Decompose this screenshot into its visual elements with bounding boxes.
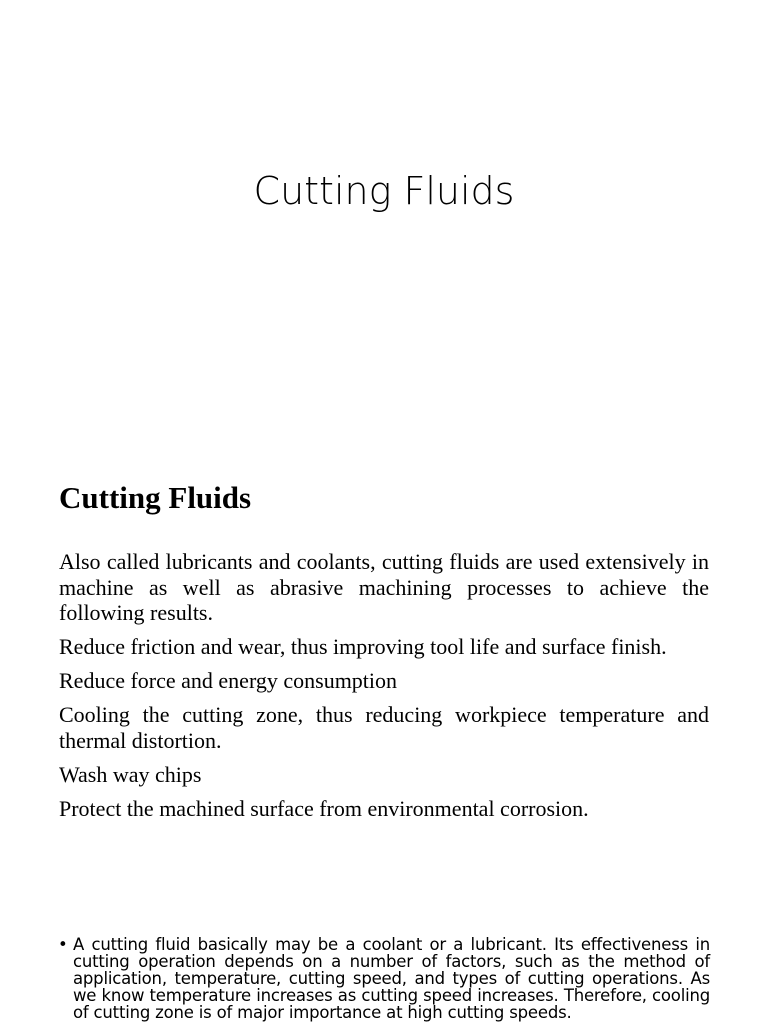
result-paragraph: Wash way chips bbox=[59, 761, 202, 787]
bullet-marker: • bbox=[58, 935, 68, 954]
bullet-list bbox=[58, 936, 710, 1021]
result-paragraph: Reduce force and energy consumption bbox=[59, 668, 398, 693]
title-slide bbox=[0, 0, 768, 430]
bullet-item bbox=[58, 936, 710, 1021]
bullet-text: A cutting fluid basically may be a coolant or a lubricant. Its effectiveness in cutting operation depends on a number of factors, such as the method of application, temperature, cutting speed, and types of cutting operations. As we know temperature increases as cutting speed increases. Therefore, cooling of cutting zone is of major importance at high cutting speeds. bbox=[73, 935, 710, 1022]
slide-body bbox=[59, 549, 709, 830]
slide-title: Cutting Fluids bbox=[253, 169, 515, 213]
bullet-slide bbox=[0, 930, 768, 1024]
result-paragraph: Cooling the cutting zone, thus reducing workpiece temperature and thermal distortion. bbox=[59, 702, 709, 753]
result-paragraph: Protect the machined surface from environmental corrosion. bbox=[59, 795, 589, 821]
slide-heading: Cutting Fluids bbox=[59, 480, 252, 515]
intro-paragraph: Also called lubricants and coolants, cutting fluids are used extensively in machine as well as abrasive machining processes to achieve the following results. bbox=[59, 549, 709, 625]
content-slide bbox=[0, 470, 768, 890]
result-paragraph: Reduce friction and wear, thus improving tool life and surface finish. bbox=[59, 634, 667, 659]
